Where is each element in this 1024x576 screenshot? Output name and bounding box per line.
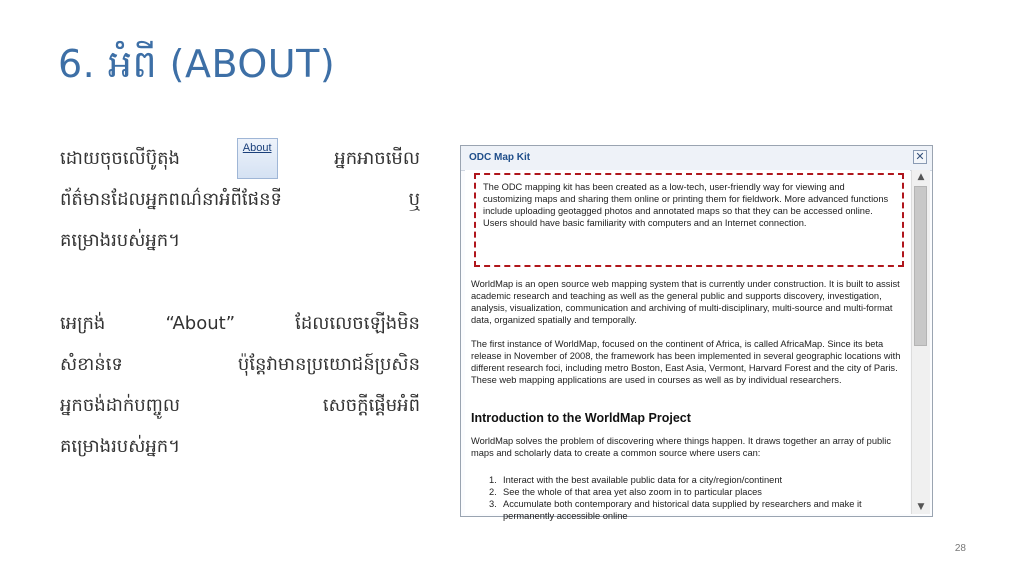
text-line bbox=[60, 138, 420, 179]
list-item bbox=[489, 498, 909, 522]
list-item-number: 1. bbox=[489, 475, 497, 485]
list-item bbox=[489, 486, 909, 498]
text-segment: ព័ត៌មានដែលអ្នកពណ៌នាអំពីផែនទី bbox=[60, 189, 282, 210]
about-button-image: About bbox=[237, 138, 278, 179]
description-paragraph-2 bbox=[60, 303, 420, 467]
content-paragraph: WorldMap is an open source web mapping system that is currently under construction. It is built to assist academic research and teaching as well as the general public and supports discovery, investigation, analysis, visualization, communication and archiving of multi-disciplinary, multi-source and multi-format data, organized spatially and temporally. bbox=[471, 279, 900, 325]
text-line bbox=[60, 385, 420, 426]
feature-list bbox=[489, 474, 909, 522]
close-icon[interactable]: ✕ bbox=[913, 150, 927, 164]
description-paragraph-1 bbox=[60, 138, 420, 261]
text-segment: អ្នកចង់ដាក់បញ្ចូល bbox=[60, 395, 180, 416]
text-line bbox=[60, 344, 420, 385]
page-number: 28 bbox=[954, 543, 966, 554]
list-item-text: See the whole of that area yet also zoom in to particular places bbox=[503, 487, 762, 497]
dialog-title: ODC Map Kit bbox=[469, 152, 531, 163]
scroll-up-icon[interactable]: ▲ bbox=[917, 172, 925, 182]
text-segment: “About” bbox=[165, 313, 236, 334]
slide-title: 6. អំពី (ABOUT) bbox=[58, 42, 336, 86]
text-segment: អេក្រង់ bbox=[60, 313, 106, 334]
content-paragraph: WorldMap solves the problem of discovering where things happen. It draws together an array of public maps and scholarly data to create a common source where users can: bbox=[471, 436, 891, 458]
text-line bbox=[60, 426, 420, 467]
text-segment: សំខាន់ទេ bbox=[60, 354, 123, 375]
text-segment: គម្រោងរបស់អ្នក។ bbox=[60, 230, 181, 251]
text-line bbox=[60, 220, 420, 261]
text-segment: ឬ bbox=[408, 189, 420, 210]
scroll-down-icon[interactable]: ▼ bbox=[917, 502, 925, 512]
text-segment: អ្នកអាចមើល bbox=[334, 148, 420, 169]
text-line bbox=[60, 179, 420, 220]
text-segment: ប៉ុន្តែវាមានប្រយោជន៍ប្រសិន bbox=[237, 354, 420, 375]
list-item bbox=[489, 474, 909, 486]
list-item-text: Accumulate both contemporary and historical data supplied by researchers and make it permanently accessible online bbox=[503, 499, 862, 521]
dialog-header bbox=[461, 146, 932, 171]
text-segment: សេចក្តីផ្តើមអំពី bbox=[322, 395, 420, 416]
highlighted-description: The ODC mapping kit has been created as a low-tech, user-friendly way for viewing and customizing maps and sharing them online or printing them for fieldwork. More advanced functions include uploading geotagged photos and annotated maps so that they can be accessed online. Users should have basic familiarity with computers and an Internet connection. bbox=[474, 173, 904, 267]
section-heading: Introduction to the WorldMap Project bbox=[471, 411, 691, 425]
vertical-scrollbar[interactable] bbox=[911, 170, 930, 514]
text-segment: ដែលលេចឡើងមិន bbox=[295, 313, 420, 334]
text-line bbox=[60, 303, 420, 344]
list-item-text: Interact with the best available public data for a city/region/continent bbox=[503, 475, 783, 485]
dialog-content bbox=[465, 170, 910, 521]
text-segment: គម្រោងរបស់អ្នក។ bbox=[60, 436, 181, 457]
list-item-number: 2. bbox=[489, 487, 497, 497]
content-paragraph: The first instance of WorldMap, focused on the continent of Africa, is called AfricaMap. Since its beta release in November of 2008, the framework has been implemented in several geographic locations with different research foci, including metro Boston, East Asia, Vermont, Harvard Forest and the city of Paris. These web mapping applications are used in courses as well as by individual researchers. bbox=[471, 339, 901, 385]
scroll-thumb[interactable] bbox=[914, 186, 927, 346]
text-segment: ដោយចុចលើប៊ូតុង bbox=[60, 148, 180, 169]
list-item-number: 3. bbox=[489, 499, 497, 509]
about-dialog bbox=[460, 145, 933, 521]
